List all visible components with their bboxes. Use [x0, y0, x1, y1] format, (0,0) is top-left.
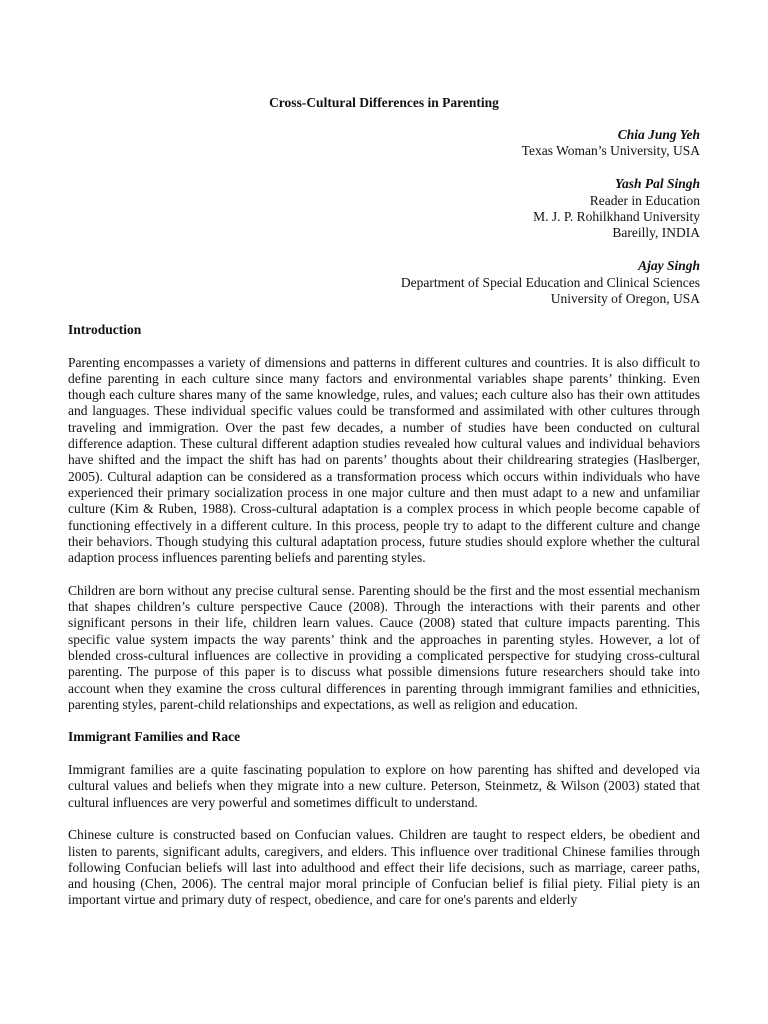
author-entry [200, 258, 700, 307]
paper-title: Cross-Cultural Differences in Parenting [269, 95, 499, 110]
section-heading-immigrant-families: Immigrant Families and Race [68, 729, 241, 745]
author-affiliation: M. J. P. Rohilkhand University [533, 209, 700, 225]
paragraph: Parenting encompasses a variety of dimensions and patterns in different cultures and countries. It is also difficult to define parenting in each culture since many factors and environmental variables shape parents’ thinking. Even though each culture shares many of the same knowledge, rules, and values; each culture also has their own attitudes and languages. These individual specific values could be transformed and assimilated with other cultures through traveling and immigration. Over the past few decades, a number of studies have been conducted on cultural difference adaption. These cultural different adaption studies revealed how cultural values and individual behaviors have shifted and the impact the shift has had on parents’ thoughts about their childrearing strategies (Haslberger, 2005). Cultural adaption can be considered as a transformation process which occurs within individuals who have experienced their primary socialization process in one major culture and then must adapt to a new and unfamiliar culture (Kim & Ruben, 1988). Cross-cultural adaptation is a complex process in which people become capable of functioning effectively in a different culture. In this process, people try to adapt to the different culture and change their behaviors. Though studying this cultural adaptation process, future studies should explore whether the cultural adaption process influences parenting beliefs and parenting styles. [68, 354, 700, 566]
paragraph: Chinese culture is constructed based on Confucian values. Children are taught to respect elders, be obedient and listen to parents, significant adults, caregivers, and elders. This influence over traditional Chinese families through following Confucian beliefs will last into adulthood and effect their life decisions, such as marriage, career paths, and housing (Chen, 2006). The central major moral principle of Confucian belief is filial piety. Filial piety is an important virtue and primary duty of respect, obedience, and care for one's parents and elderly [68, 827, 700, 908]
author-affiliation: Bareilly, INDIA [612, 225, 700, 241]
author-entry [200, 176, 700, 242]
author-name: Yash Pal Singh [614, 176, 700, 192]
section-heading-introduction: Introduction [68, 322, 142, 337]
author-affiliation: University of Oregon, USA [550, 291, 700, 307]
author-name: Chia Jung Yeh [617, 127, 700, 142]
paper-body [68, 322, 700, 925]
author-block [200, 127, 700, 324]
author-entry [200, 127, 700, 160]
author-affiliation: Reader in Education [589, 192, 700, 208]
paragraph: Children are born without any precise cultural sense. Parenting should be the first and the most essential mechanism that shapes children’s culture perspective Cauce (2008). Through the interactions with their parents and other significant persons in their life, children learn values. Cauce (2008) stated that culture impacts parenting. This specific value system impacts the way parents’ think and the approaches in parenting styles. However, a lot of blended cross-cultural influences are collective in providing a complicated perspective for studying cross-cultural parenting. The purpose of this paper is to discuss what possible dimensions future researchers should take into account when they examine the cross cultural differences in parenting through immigrant families and ethnicities, parenting styles, parent-child relationships and expectations, as well as religion and education. [68, 582, 700, 712]
author-affiliation: Department of Special Education and Clinical Sciences [400, 274, 700, 290]
author-affiliation: Texas Woman’s University, USA [521, 143, 700, 159]
paragraph: Immigrant families are a quite fascinating population to explore on how parenting has shifted and developed via cultural values and beliefs when they migrate into a new culture. Peterson, Steinmetz, & Wilson (2003) stated that cultural influences are very powerful and sometimes difficult to understand. [68, 762, 700, 810]
author-name: Ajay Singh [638, 258, 700, 274]
